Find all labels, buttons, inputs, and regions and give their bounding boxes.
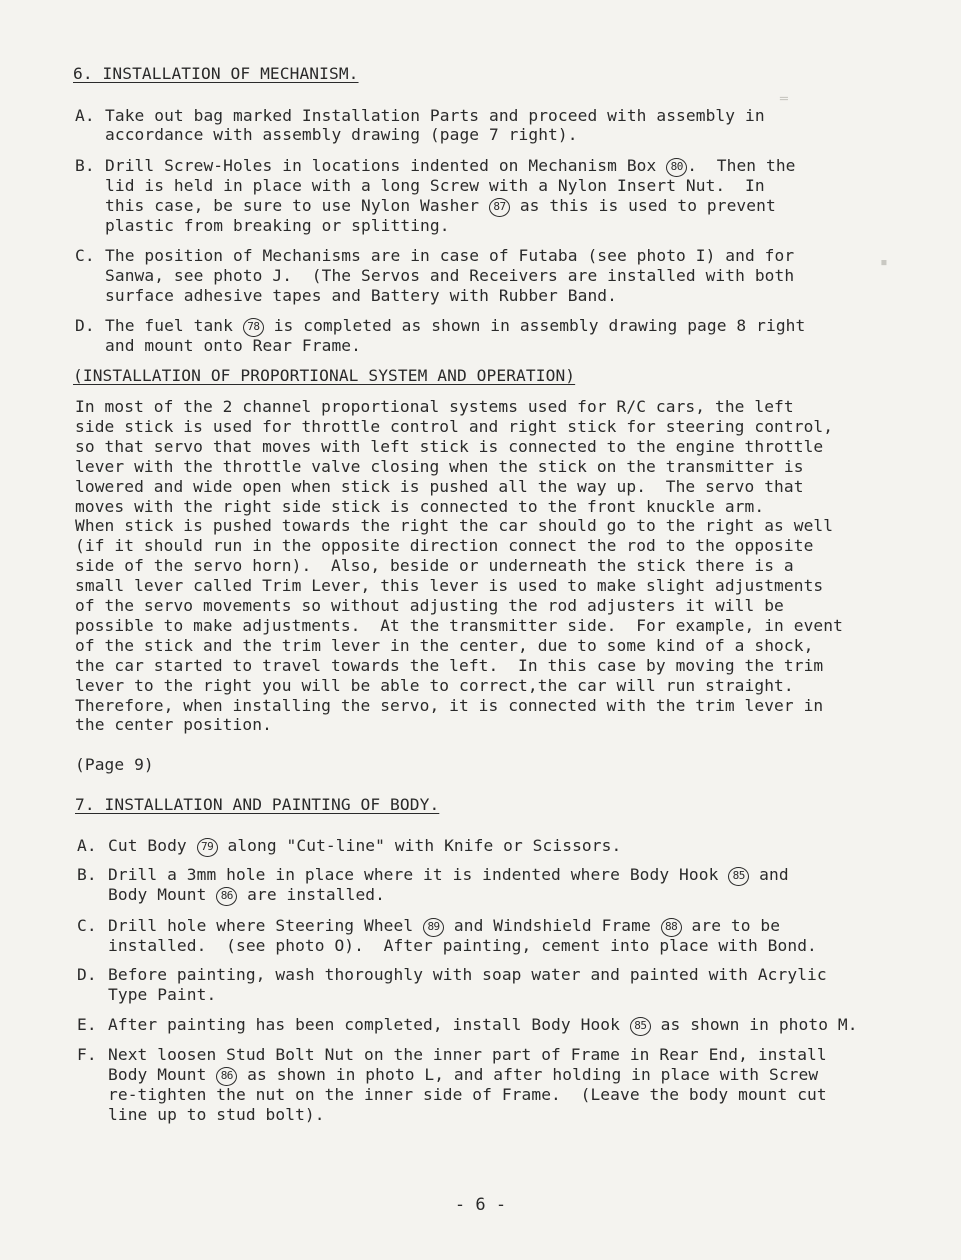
item-marker: C.	[77, 916, 97, 935]
item-text: lid is held in place with a long Screw with a Nylon Insert Nut. In	[105, 176, 765, 195]
item-text	[108, 1015, 858, 1036]
section-heading-proportional: (INSTALLATION OF PROPORTIONAL SYSTEM AND OPERATION)	[73, 366, 576, 385]
text-span: and	[749, 865, 789, 884]
text-span: as shown in photo M.	[650, 1015, 858, 1034]
item-marker: E.	[77, 1015, 97, 1034]
paragraph-line: In most of the 2 channel proportional systems used for R/C cars, the left	[75, 397, 794, 416]
paragraph-line: side stick is used for throttle control and right stick for steering control,	[75, 416, 834, 436]
text-span: Body Mount	[108, 885, 217, 904]
paragraph-line: (if it should run in the opposite direction connect the rod to the opposite	[75, 536, 814, 556]
item-marker: B.	[75, 156, 95, 175]
item-text: Before painting, wash thoroughly with soap water and painted with Acrylic	[108, 965, 827, 984]
part-number-circle: 85	[728, 867, 749, 886]
paragraph-line: possible to make adjustments. At the transmitter side. For example, in event	[75, 615, 843, 635]
text-span: as this is used to prevent	[509, 196, 776, 215]
part-number-circle: 86	[216, 1067, 237, 1086]
item-text: Sanwa, see photo J. (The Servos and Receivers are installed with both	[105, 266, 795, 285]
text-span: as shown in photo L, and after holding in place with Screw	[237, 1065, 819, 1084]
text-span: After painting has been completed, install Body Hook	[108, 1015, 630, 1034]
item-marker: B.	[77, 865, 97, 884]
item-marker: F.	[77, 1045, 97, 1064]
paragraph-line: so that servo that moves with left stick is connected to the engine throttle	[75, 436, 824, 456]
item-text: and mount onto Rear Frame.	[105, 336, 361, 355]
item-text: surface adhesive tapes and Battery with Rubber Band.	[105, 286, 617, 305]
section-heading-mechanism: 6. INSTALLATION OF MECHANISM.	[73, 64, 359, 83]
bleed-through-mark: ═	[780, 92, 788, 107]
page-note: (Page 9)	[75, 755, 154, 774]
paragraph-line: Therefore, when installing the servo, it is connected with the trim lever in	[75, 695, 824, 715]
item-text	[108, 836, 621, 857]
item-text	[108, 1065, 818, 1086]
item-text: accordance with assembly drawing (page 7 right).	[105, 125, 578, 144]
item-text	[105, 156, 796, 177]
item-text: line up to stud bolt).	[108, 1105, 325, 1124]
item-text	[108, 885, 385, 906]
item-text	[105, 196, 776, 217]
text-span: Cut Body	[108, 836, 197, 855]
item-marker: A.	[75, 106, 95, 125]
part-number-circle: 88	[661, 918, 682, 937]
bleed-through-mark: ▪	[880, 255, 888, 270]
part-number-circle: 78	[243, 318, 264, 337]
item-text	[108, 865, 789, 886]
part-number-circle: 80	[666, 158, 687, 177]
paragraph-line: of the servo movements so without adjusting the rod adjusters it will be	[75, 596, 784, 615]
item-marker: A.	[77, 836, 97, 855]
text-span: . Then the	[687, 156, 796, 175]
text-span: this case, be sure to use Nylon Washer	[105, 196, 489, 215]
item-text: plastic from breaking or splitting.	[105, 216, 450, 235]
paragraph-line: the car started to travel towards the left. In this case by moving the trim	[75, 655, 824, 675]
page-number: - 6 -	[454, 1195, 507, 1215]
item-text: re-tighten the nut on the inner side of Frame. (Leave the body mount cut	[108, 1085, 827, 1104]
text-span: are to be	[681, 916, 781, 935]
text-span: Body Mount	[108, 1065, 217, 1084]
text-span: Drill Screw-Holes in locations indented on Mechanism Box	[105, 156, 667, 175]
paragraph-line: lever with the throttle valve closing when the stick on the transmitter is	[75, 456, 804, 476]
paragraph-line: of the stick and the trim lever in the center, due to some kind of a shock,	[75, 635, 814, 655]
paragraph-line: lever to the right you will be able to correct,the car will run straight.	[75, 675, 794, 695]
paragraph-line: moves with the right side stick is connected to the front knuckle arm.	[75, 496, 765, 516]
text-span: Drill a 3mm hole in place where it is indented where Body Hook	[108, 865, 729, 884]
text-span: are installed.	[237, 885, 385, 904]
item-text: Next loosen Stud Bolt Nut on the inner part of Frame in Rear End, install	[108, 1045, 827, 1064]
item-marker: D.	[77, 965, 97, 984]
section-heading-body: 7. INSTALLATION AND PAINTING OF BODY.	[75, 795, 440, 814]
part-number-circle: 89	[423, 918, 444, 937]
item-marker: C.	[75, 246, 95, 265]
item-text: The position of Mechanisms are in case of Futaba (see photo I) and for	[105, 246, 795, 265]
part-number-circle: 85	[630, 1017, 651, 1036]
paragraph-line: When stick is pushed towards the right the car should go to the right as well	[75, 516, 834, 536]
text-span: along "Cut-line" with Knife or Scissors.	[217, 836, 622, 855]
item-text: Take out bag marked Installation Parts and proceed with assembly in	[105, 106, 765, 125]
paragraph-line: lowered and wide open when stick is pushed all the way up. The servo that	[75, 476, 804, 496]
paragraph-line: small lever called Trim Lever, this lever is used to make slight adjustments	[75, 576, 824, 596]
text-span: is completed as shown in assembly drawing page 8 right	[263, 316, 806, 335]
item-marker: D.	[75, 316, 95, 335]
paragraph-line: the center position.	[75, 715, 272, 735]
text-span: The fuel tank	[105, 316, 243, 335]
item-text: installed. (see photo O). After painting, cement into place with Bond.	[108, 936, 817, 955]
item-text	[108, 916, 780, 937]
part-number-circle: 86	[216, 887, 237, 906]
text-span: and Windshield Frame	[444, 916, 661, 935]
text-span: Drill hole where Steering Wheel	[108, 916, 424, 935]
part-number-circle: 79	[197, 838, 218, 857]
item-text	[105, 316, 805, 337]
paragraph-line: side of the servo horn). Also, beside or underneath the stick there is a	[75, 556, 794, 576]
item-text: Type Paint.	[108, 985, 217, 1004]
part-number-circle: 87	[489, 198, 510, 217]
